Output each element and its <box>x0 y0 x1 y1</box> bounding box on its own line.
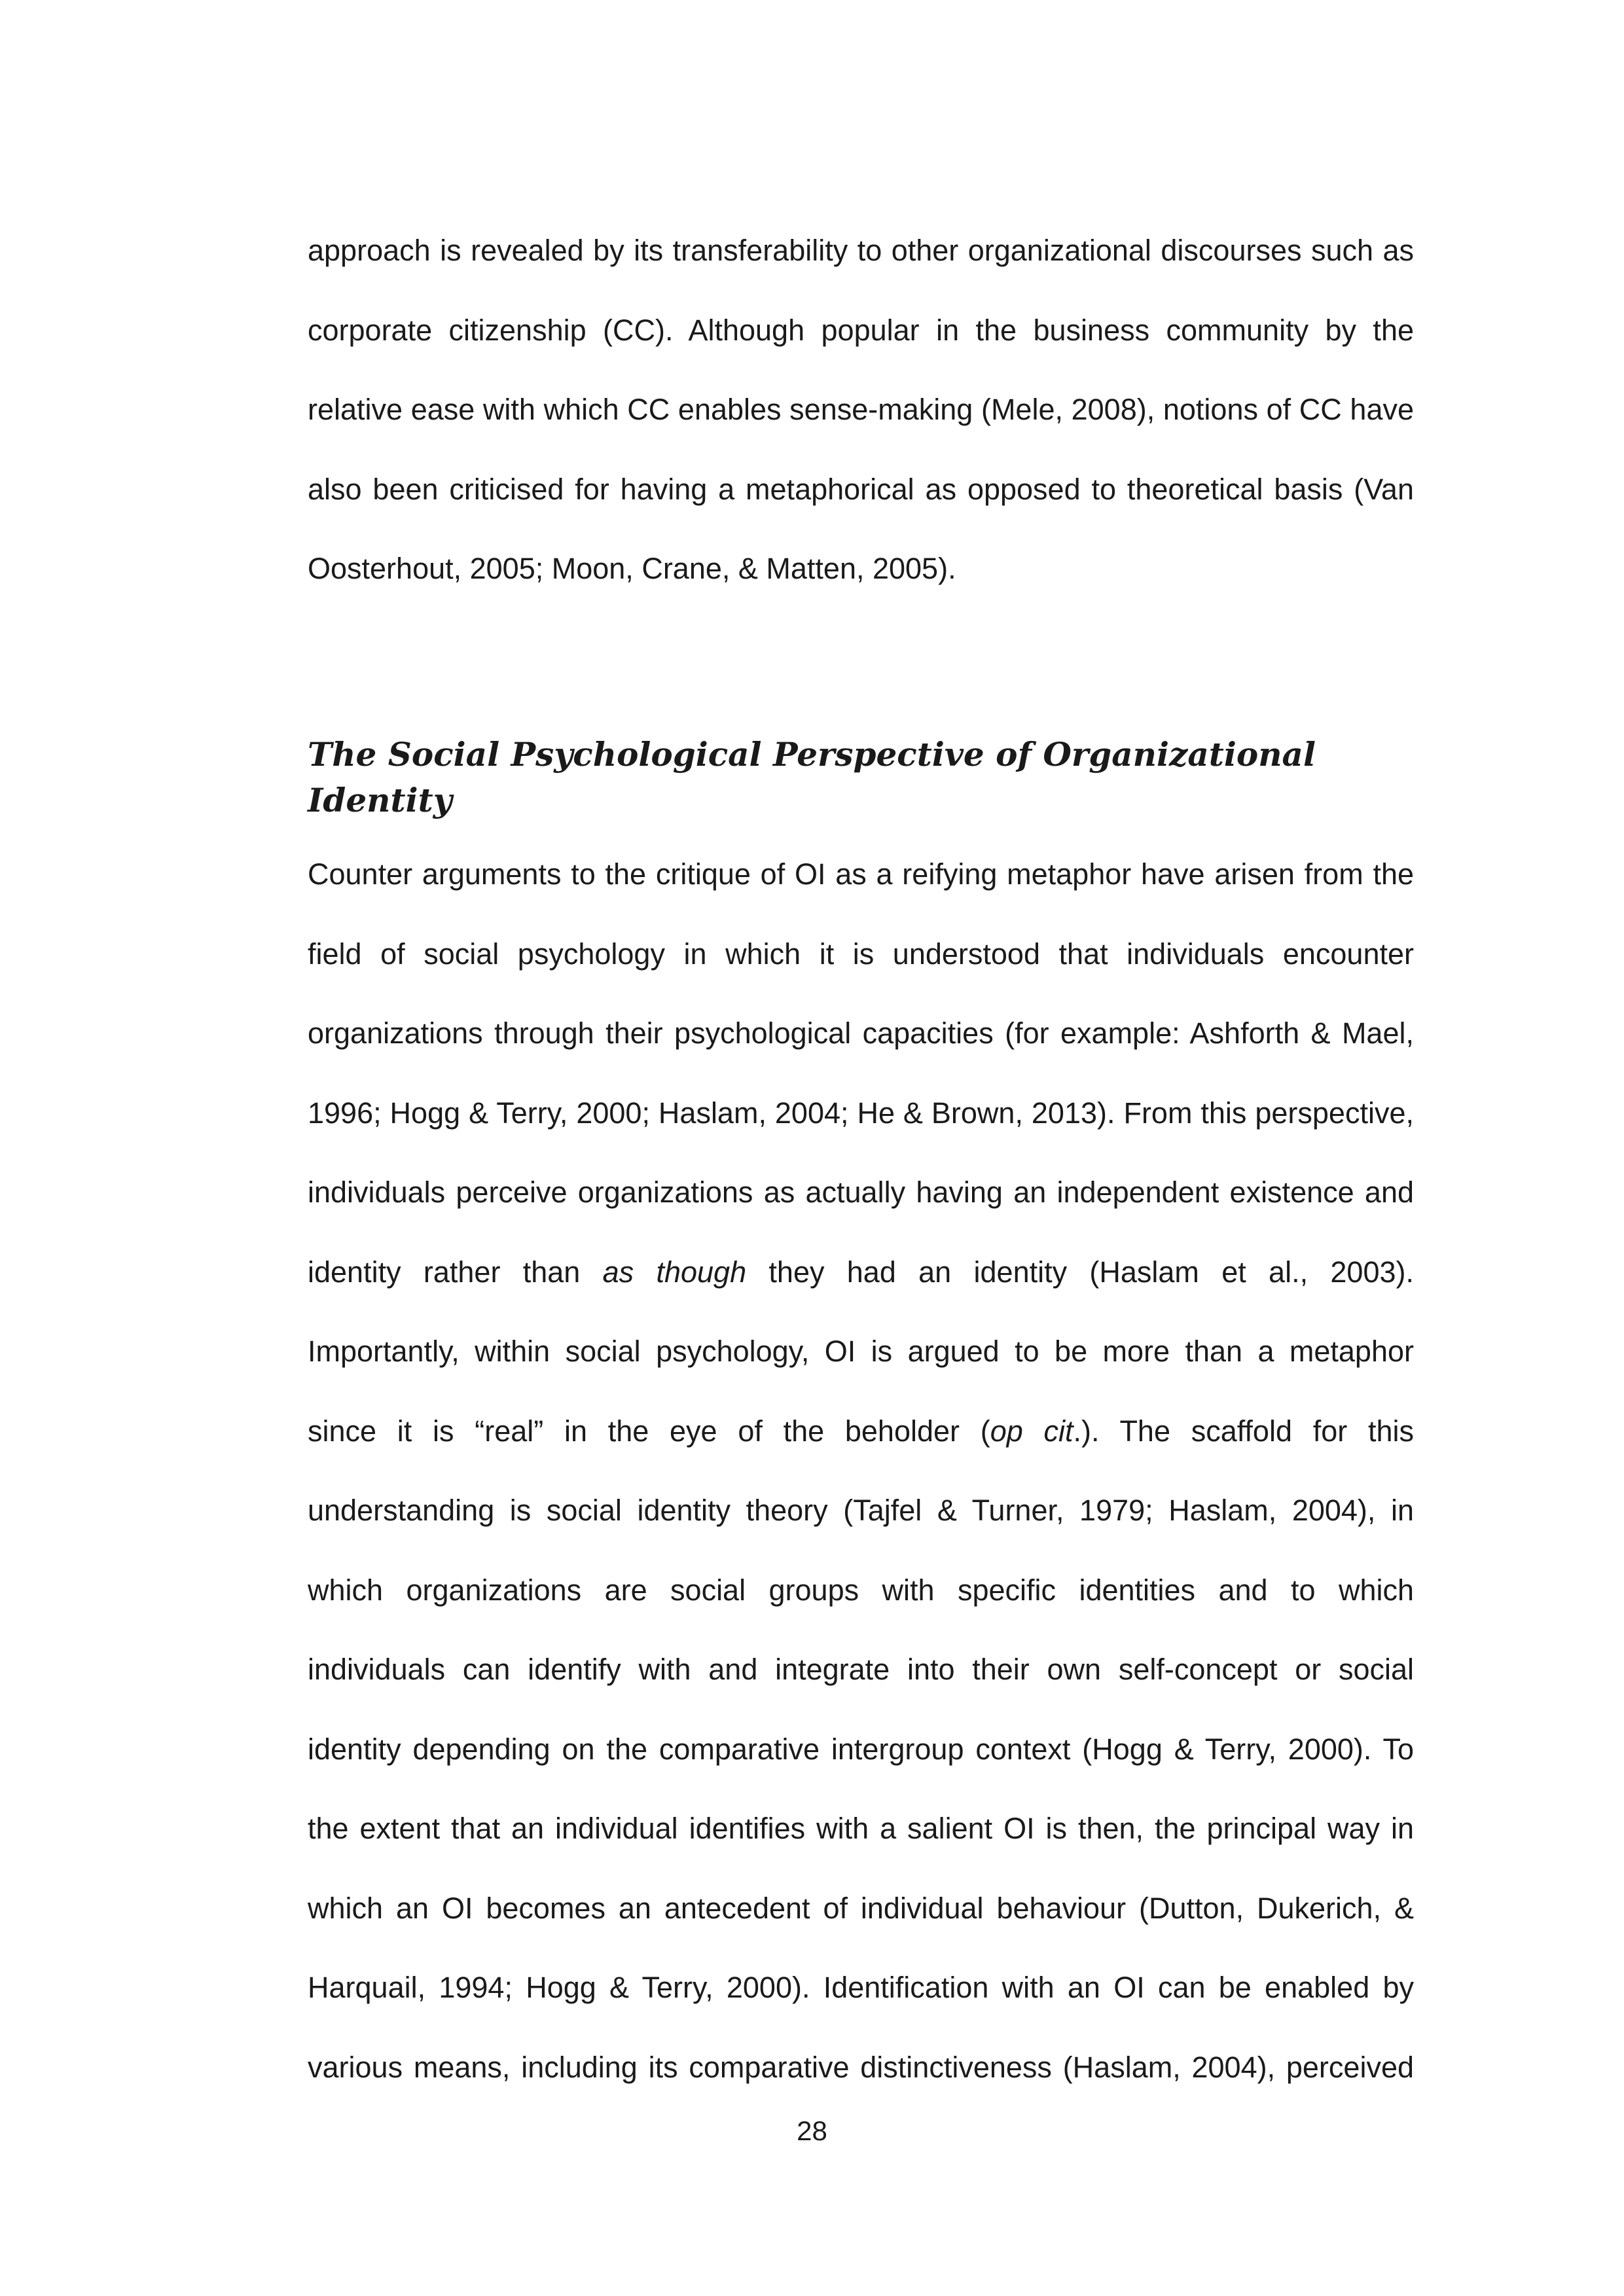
text-line: relative ease with which CC enables sense-making (Mele, 2008), notions of CC have <box>308 393 1414 426</box>
italic-phrase: as though <box>602 1255 747 1289</box>
paragraph-1 <box>308 211 1414 609</box>
text-line: field of social psychology in which it is understood that individuals encounter <box>308 937 1414 971</box>
text-line: Counter arguments to the critique of OI as a reifying metaphor have arisen from the <box>308 857 1414 891</box>
paragraph-2 <box>308 834 1414 2107</box>
text-line: organizations through their psychological capacities (for example: Ashforth & Mael, <box>308 1016 1414 1050</box>
text-line: which organizations are social groups with specific identities and to which <box>308 1573 1414 1607</box>
text-line: also been criticised for having a metaphorical as opposed to theoretical basis (Van <box>308 472 1414 506</box>
text-line: the extent that an individual identifies with a salient OI is then, the principal way in <box>308 1812 1414 1845</box>
text-segment: since it is “real” in the eye of the beholder ( <box>308 1414 990 1448</box>
text-line: individuals perceive organizations as actually having an independent existence and <box>308 1175 1414 1209</box>
text-line: Importantly, within social psychology, OI is argued to be more than a metaphor <box>308 1335 1414 1368</box>
text-line-with-italic <box>308 1232 1414 1312</box>
text-line: individuals can identify with and integrate into their own self-concept or social <box>308 1653 1414 1686</box>
text-line: which an OI becomes an antecedent of individual behaviour (Dutton, Dukerich, & <box>308 1891 1414 1925</box>
text-segment: they had an identity (Haslam et al., 2003). <box>746 1255 1414 1289</box>
section-heading: The Social Psychological Perspective of Organizational Identity <box>308 735 1316 819</box>
text-line: corporate citizenship (CC). Although popular in the business community by the <box>308 313 1414 347</box>
text-line-with-italic <box>308 1391 1414 1471</box>
text-line: understanding is social identity theory (Tajfel & Turner, 1979; Haslam, 2004), in <box>308 1494 1414 1527</box>
page-number: 28 <box>797 2115 827 2146</box>
text-line: identity depending on the comparative intergroup context (Hogg & Terry, 2000). To <box>308 1732 1414 1766</box>
text-line: various means, including its comparative distinctiveness (Haslam, 2004), perceived <box>308 2050 1414 2084</box>
text-line: 1996; Hogg & Terry, 2000; Haslam, 2004; He & Brown, 2013). From this perspective, <box>308 1096 1414 1130</box>
text-line: approach is revealed by its transferability to other organizational discourses such as <box>308 234 1414 267</box>
text-segment: identity rather than <box>308 1255 603 1289</box>
text-segment: .). The scaffold for this <box>1073 1414 1414 1448</box>
text-line: Oosterhout, 2005; Moon, Crane, & Matten, 2005). <box>308 552 956 585</box>
text-line: Harquail, 1994; Hogg & Terry, 2000). Identification with an OI can be enabled by <box>308 1971 1414 2004</box>
italic-phrase: op cit <box>990 1414 1074 1448</box>
